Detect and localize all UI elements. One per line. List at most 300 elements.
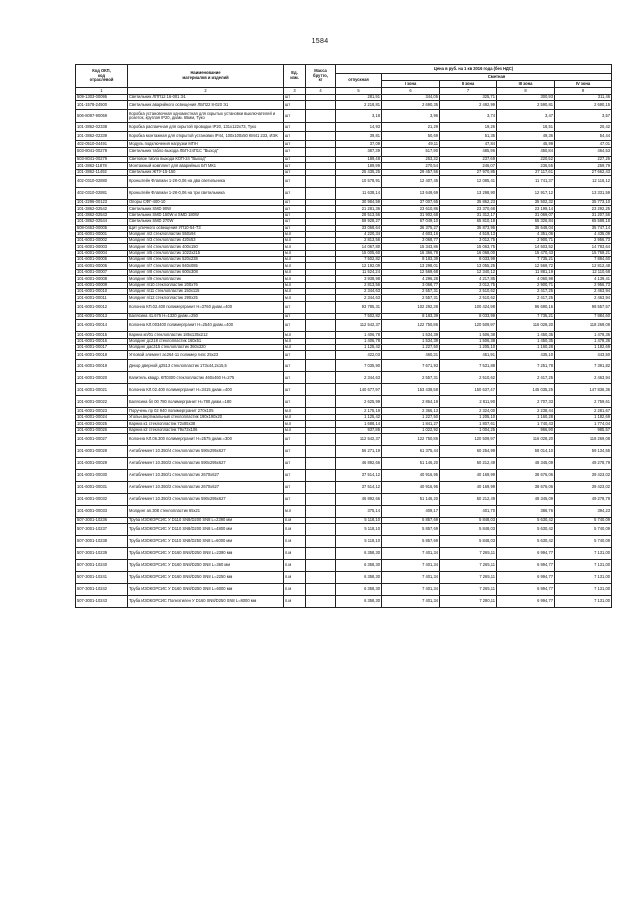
item-code: 506-8097-90059 [76, 110, 128, 123]
item-unit: п.м [284, 584, 306, 596]
table-row [76, 536, 612, 548]
column-index: 7 [440, 88, 497, 95]
zone-2-price: 3 012,75 [440, 238, 497, 244]
zone-4-price: 147 836,36 [555, 384, 612, 396]
zone-1-price: 409,17 [382, 505, 440, 517]
zone-2-price: 60 254,99 [440, 445, 497, 457]
zone-2-price: 1 807,61 [440, 421, 497, 427]
release-price: 37,09 [336, 141, 382, 147]
zone-1-price: 7 401,34 [382, 548, 440, 560]
zone-3-price: 3,47 [497, 110, 555, 123]
zone-1-price: 31 902,68 [382, 212, 440, 218]
zone-2-price: 1 004,25 [440, 427, 497, 433]
zone-3-price: 450,84 [497, 147, 555, 156]
zone-4-price: 2 956,73 [555, 282, 612, 288]
item-code: 507-3001-10239 [76, 548, 128, 560]
item-code: 101-6001-00021 [76, 384, 128, 396]
zone-3-price: 48 345,09 [497, 493, 555, 505]
item-mass [306, 101, 336, 110]
zone-2-price: 237,69 [440, 156, 497, 162]
item-name: Карниз к1 стеклопластик 72х85х38 [128, 421, 284, 427]
item-unit: шт [284, 396, 306, 408]
item-unit: шт [284, 163, 306, 169]
zone-3-price: 31 069,07 [497, 212, 555, 218]
release-price: 56 271,19 [336, 445, 382, 457]
item-code: 101-6001-00006 [76, 263, 128, 269]
item-unit: м.п [284, 250, 306, 256]
item-code: 101-6001-00009 [76, 282, 128, 288]
header-zone-1: I зона [382, 81, 440, 88]
zone-2-price: 50 212,49 [440, 457, 497, 469]
zone-4-price: 65 588,18 [555, 219, 612, 225]
zone-4-price: 7 131,00 [555, 584, 612, 596]
item-unit: шт [284, 156, 306, 162]
zone-2-price: 3,74 [440, 110, 497, 123]
zone-4-price: 7 131,00 [555, 596, 612, 608]
item-name: Кронштейн Флагман 1-2К-0,06 на три светильника [128, 187, 284, 199]
item-name: Коробка монтажная для открытой установки IP44, 100х100х50 КМ41 233, ИЭК [128, 132, 284, 141]
item-unit: м.п [284, 332, 306, 338]
zone-1-price: 12 407,45 [382, 175, 440, 187]
item-name: Молдинг л/2 стеклопластик 550х94 [128, 231, 284, 237]
item-code: 101-1578-24500 [76, 101, 128, 110]
zone-1-price: 16 366,78 [382, 250, 440, 256]
release-price: 2 344,63 [336, 295, 382, 301]
item-code: 101-6001-00010 [76, 289, 128, 295]
release-price: 5 118,10 [336, 524, 382, 536]
item-unit: п.м [284, 548, 306, 560]
item-unit: п.м [284, 596, 306, 608]
release-price: 2 344,63 [336, 289, 382, 295]
zone-3-price: 49,36 [497, 132, 555, 141]
zone-4-price: 1 182,69 [555, 414, 612, 420]
zone-1-price: 5 857,69 [382, 517, 440, 523]
item-mass [306, 132, 336, 141]
release-price: 112 542,37 [336, 433, 382, 445]
zone-3-price: 386,76 [497, 505, 555, 517]
zone-3-price: 5 630,42 [497, 536, 555, 548]
release-price: 1 406,78 [336, 338, 382, 344]
table-row [76, 457, 612, 469]
item-code: 507-3001-10237 [76, 524, 128, 536]
item-name: Молдинг дс218 стеклопластик 160х51 [128, 338, 284, 344]
item-mass [306, 396, 336, 408]
column-index: 4 [306, 88, 336, 95]
zone-1-price: 7 401,34 [382, 560, 440, 572]
zone-2-price: 485,96 [440, 147, 497, 156]
item-unit: шт [284, 493, 306, 505]
zone-4-price: 15 769,21 [555, 250, 612, 256]
item-code: 101-6001-00029 [76, 457, 128, 469]
item-name: Молдинг ап.308 стеклопластик 65х21 [128, 505, 284, 517]
table-row [76, 572, 612, 584]
release-price: 422,03 [336, 351, 382, 360]
release-price: 25 435,25 [336, 169, 382, 175]
zone-2-price: 7 531,88 [440, 360, 497, 372]
release-price: 2 218,81 [336, 101, 382, 110]
item-unit: шт [284, 147, 306, 156]
zone-2-price: 2 324,00 [440, 408, 497, 414]
item-mass [306, 360, 336, 372]
item-unit: м.п [284, 295, 306, 301]
item-unit: шт [284, 372, 306, 384]
release-price: 937,85 [336, 427, 382, 433]
zone-2-price: 12 085,41 [440, 175, 497, 187]
release-price: 7 502,82 [336, 257, 382, 263]
zone-3-price: 5 630,42 [497, 517, 555, 523]
zone-1-price: 1 841,27 [382, 421, 440, 427]
item-mass [306, 351, 336, 360]
zone-2-price: 3 012,75 [440, 282, 497, 288]
item-name: Кронштейн Флагман 1-2К-0,06 на два светильника [128, 175, 284, 187]
item-code: 101-3862-02339 [76, 132, 128, 141]
zone-1-price: 49,11 [382, 141, 440, 147]
release-price: 6 358,30 [336, 560, 382, 572]
zone-1-price: 13 649,69 [382, 187, 440, 199]
zone-1-price: 253,32 [382, 156, 440, 162]
zone-2-price: 47,84 [440, 141, 497, 147]
item-name: Балясина 41.675 Н=1320 диам.=250 [128, 313, 284, 319]
item-code: 101-3862-11878 [76, 163, 128, 169]
zone-4-price: 7 884,60 [555, 313, 612, 319]
zone-3-price: 58 014,10 [497, 445, 555, 457]
table-row [76, 351, 612, 360]
item-name: Балясина бл 00 780 полимергранит Н=780 диам.=180 [128, 396, 284, 408]
zone-1-price: 7 401,34 [382, 572, 440, 584]
zone-4-price: 443,50 [555, 351, 612, 360]
item-name: Светильник ЖТУ-15-150 [128, 169, 284, 175]
item-name: Угловой элемент ас264-11 полимер гипс 25х23 [128, 351, 284, 360]
zone-3-price: 7 735,21 [497, 313, 555, 319]
zone-3-price: 11 881,19 [497, 269, 555, 275]
item-code: 508-0463-00005 [76, 225, 128, 231]
item-code: 101-6001-00014 [76, 320, 128, 332]
item-mass [306, 384, 336, 396]
header-zone-4: IV зона [555, 81, 612, 88]
release-price: 39,81 [336, 132, 382, 141]
table-row [76, 396, 612, 408]
item-name: Светильник ЛПП12 16-001 Э1 [128, 95, 284, 101]
item-mass [306, 110, 336, 123]
item-unit: шт [284, 481, 306, 493]
header-zone-3: III зона [497, 81, 555, 88]
item-name: Молдинг дас315 стеклопластик 360х320 [128, 344, 284, 350]
release-price: 11 524,24 [336, 269, 382, 275]
item-name: Антаблемент 10.350/4 стеклопластик 590х295х627 [128, 445, 284, 457]
zone-3-price: 2 238,44 [497, 408, 555, 414]
release-price: 4 220,34 [336, 231, 382, 237]
item-code: 101-6001-00003 [76, 244, 128, 250]
item-unit: п.м [284, 536, 306, 548]
item-unit: шт [284, 95, 306, 101]
item-code: 101-6001-00020 [76, 372, 128, 384]
zone-1-price: 122 750,86 [382, 320, 440, 332]
header-unit: Ед. изм. [284, 65, 306, 88]
zone-4-price: 3,57 [555, 110, 612, 123]
item-name: Антаблемент 10.350/3 стеклопластик 590х295х627 [128, 493, 284, 505]
item-mass [306, 175, 336, 187]
zone-4-price: 2 463,94 [555, 372, 612, 384]
zone-4-price: 12 116,12 [555, 175, 612, 187]
item-mass [306, 524, 336, 536]
zone-2-price: 401,70 [440, 505, 497, 517]
table-row [76, 123, 612, 132]
zone-4-price: 2 759,61 [555, 396, 612, 408]
item-name: Молдинг п/9 стеклопластик [128, 276, 284, 282]
item-unit: м.п [284, 282, 306, 288]
item-name: Щит уличного освещения УП10-54-Т3 [128, 225, 284, 231]
zone-3-price: 2 417,25 [497, 295, 555, 301]
item-unit: м.п [284, 276, 306, 282]
zone-3-price: 2 900,71 [497, 282, 555, 288]
zone-4-price: 27 662,43 [555, 169, 612, 175]
zone-2-price: 1 506,38 [440, 338, 497, 344]
zone-4-price: 2 463,94 [555, 295, 612, 301]
item-mass [306, 584, 336, 596]
zone-3-price: 6 994,77 [497, 596, 555, 608]
header-price-group: Цена в руб. на 1 кв 2016 года (без НДС) [336, 65, 612, 74]
release-price: 46 892,66 [336, 457, 382, 469]
zone-1-price: 51 146,20 [382, 493, 440, 505]
item-unit: шт [284, 101, 306, 110]
item-code: 101-6001-00001 [76, 231, 128, 237]
zone-2-price: 5 848,03 [440, 517, 497, 523]
release-price: 2 813,56 [336, 238, 382, 244]
table-row [76, 524, 612, 536]
item-mass [306, 320, 336, 332]
zone-4-price: 98 557,57 [555, 301, 612, 313]
release-price: 46 892,66 [336, 493, 382, 505]
item-mass [306, 536, 336, 548]
zone-3-price: 1 160,28 [497, 414, 555, 420]
item-unit: шт [284, 225, 306, 231]
zone-2-price: 2 510,62 [440, 289, 497, 295]
item-unit: шт [284, 175, 306, 187]
header-mass: Масса брутто, кг [306, 65, 336, 88]
zone-2-price: 12 340,12 [440, 269, 497, 275]
zone-4-price: 7 131,00 [555, 572, 612, 584]
item-code: 101-6001-00018 [76, 351, 128, 360]
item-name: Молдинг п/5 стеклопластик 1022х215 [128, 250, 284, 256]
zone-2-price: 7 265,11 [440, 572, 497, 584]
zone-1-price: 2 557,31 [382, 295, 440, 301]
table-row [76, 584, 612, 596]
item-code: 101-6001-00032 [76, 493, 128, 505]
zone-4-price: 4 435,09 [555, 231, 612, 237]
zone-4-price: 49 278,79 [555, 457, 612, 469]
item-name: Молдинг п/10 стеклопластик 200х76 [128, 282, 284, 288]
zone-2-price: 5 848,03 [440, 524, 497, 536]
item-code: 101-6001-00025 [76, 421, 128, 427]
item-code: 507-3001-10243 [76, 596, 128, 608]
item-mass [306, 457, 336, 469]
release-price: 189,99 [336, 163, 382, 169]
release-price: 10 578,91 [336, 175, 382, 187]
release-price: 189,48 [336, 156, 382, 162]
item-code: 101-2296-00123 [76, 199, 128, 205]
item-name: Труба ИЗОКОРСИС У D160 SN8/D250 SN8 L=2250 мм [128, 572, 284, 584]
zone-2-price: 8 033,99 [440, 313, 497, 319]
release-price: 7 502,82 [336, 313, 382, 319]
table-row [76, 548, 612, 560]
item-code: 101-6001-00004 [76, 250, 128, 256]
zone-3-price: 6 994,77 [497, 560, 555, 572]
table-row [76, 132, 612, 141]
zone-2-price: 451,91 [440, 351, 497, 360]
zone-3-price: 38 676,06 [497, 469, 555, 481]
zone-4-price: 259,79 [555, 163, 612, 169]
zone-3-price: 220,52 [497, 156, 555, 162]
zone-4-price: 1 478,36 [555, 338, 612, 344]
release-price: 37 514,12 [336, 469, 382, 481]
item-name: Труба ИЗОКОРСИС У D160 SN8/D250 SN8 L=6000 мм [128, 584, 284, 596]
zone-4-price: 227,26 [555, 156, 612, 162]
zone-2-price: 7 265,11 [440, 548, 497, 560]
table-row [76, 384, 612, 396]
zone-4-price: 12 110,68 [555, 269, 612, 275]
item-unit: м.п [284, 414, 306, 420]
zone-3-price: 38 676,06 [497, 481, 555, 493]
column-index: 5 [336, 88, 382, 95]
zone-1-price: 7 671,93 [382, 360, 440, 372]
zone-1-price: 50,69 [382, 132, 440, 141]
item-name: Светильник табло выхода ЛБП-24П1С "Выход" [128, 147, 284, 156]
zone-3-price: 6 994,77 [497, 584, 555, 596]
release-price: 140 677,97 [336, 384, 382, 396]
item-code: 101-3862-02544 [76, 219, 128, 225]
item-code: 101-6001-00012 [76, 301, 128, 313]
zone-1-price: 5 857,69 [382, 536, 440, 548]
zone-3-price: 96 690,16 [497, 301, 555, 313]
item-unit: шт [284, 445, 306, 457]
zone-1-price: 2 864,19 [382, 396, 440, 408]
zone-2-price: 2 510,62 [440, 295, 497, 301]
zone-4-price: 14 783,64 [555, 244, 612, 250]
item-code: 101-3862-11492 [76, 169, 128, 175]
zone-1-price: 4 296,28 [382, 276, 440, 282]
release-price: 6 358,30 [336, 572, 382, 584]
item-code: 402-0310-02881 [76, 187, 128, 199]
item-code: 101-6001-00013 [76, 313, 128, 319]
item-code: 101-6001-00002 [76, 238, 128, 244]
zone-1-price: 460,31 [382, 351, 440, 360]
item-unit: м.п [284, 238, 306, 244]
release-price: 1 125,42 [336, 414, 382, 420]
zone-1-price: 51 146,20 [382, 457, 440, 469]
item-mass [306, 560, 336, 572]
zone-4-price: 118 269,08 [555, 433, 612, 445]
header-release-price: отпускная [336, 74, 382, 88]
item-name: Труба ИЗОКОРСИС У D110 SN8/D200 SN8 L=4800 мм [128, 524, 284, 536]
table-row [76, 372, 612, 384]
item-unit: м.п [284, 244, 306, 250]
table-row [76, 433, 612, 445]
zone-2-price: 13 298,90 [440, 187, 497, 199]
item-name: Антаблемент 10.350/2 стеклопластик 590х295х627 [128, 457, 284, 469]
item-mass [306, 372, 336, 384]
zone-3-price: 2 417,25 [497, 372, 555, 384]
release-price: 3 938,98 [336, 276, 382, 282]
release-price: 2 625,99 [336, 396, 382, 408]
item-name: Коробка распаечная для скрытой проводки IP20, 131х122х73, Туко [128, 123, 284, 132]
item-mass [306, 572, 336, 584]
item-unit: шт [284, 313, 306, 319]
item-unit: п.м [284, 517, 306, 523]
release-price: 11 638,14 [336, 187, 382, 199]
zone-2-price: 16 068,00 [440, 250, 497, 256]
table-body [76, 95, 612, 608]
zone-2-price: 7 280,11 [440, 596, 497, 608]
item-code: 507-3001-10236 [76, 517, 128, 523]
item-unit: шт [284, 457, 306, 469]
release-price: 33 068,64 [336, 225, 382, 231]
release-price: 28 513,56 [336, 212, 382, 218]
header-code: Код ОКП, код отраслевой [76, 65, 128, 88]
zone-2-price: 23 370,68 [440, 206, 497, 212]
item-unit: шт [284, 212, 306, 218]
zone-1-price: 122 750,86 [382, 433, 440, 445]
item-name: Угольн.вертикальный стеклопластик 190х190х20 [128, 414, 284, 420]
item-unit: шт [284, 169, 306, 175]
zone-1-price: 1 534,39 [382, 332, 440, 338]
item-mass [306, 481, 336, 493]
zone-4-price: 5 740,09 [555, 524, 612, 536]
zone-2-price: 15 063,75 [440, 244, 497, 250]
zone-4-price: 49 278,79 [555, 493, 612, 505]
table-row [76, 493, 612, 505]
zone-1-price: 67 049,10 [382, 219, 440, 225]
zone-1-price: 2 366,13 [382, 408, 440, 414]
zone-1-price: 1 227,50 [382, 414, 440, 420]
item-name: Молдинг п/8 стеклопластик 600х308 [128, 269, 284, 275]
table-header [76, 65, 612, 95]
table-row [76, 560, 612, 572]
item-code: 507-3001-10241 [76, 572, 128, 584]
zone-1-price: 29 457,56 [382, 169, 440, 175]
zone-3-price: 6 994,77 [497, 572, 555, 584]
zone-2-price: 40 169,99 [440, 481, 497, 493]
item-name: Молдинг п/6 стеклопластик 520х238 [128, 257, 284, 263]
item-unit: м.п [284, 505, 306, 517]
zone-2-price: 7 265,11 [440, 584, 497, 596]
column-index: 6 [382, 88, 440, 95]
zone-3-price: 35 502,32 [497, 199, 555, 205]
zone-3-price: 435,10 [497, 351, 555, 360]
zone-2-price: 35 862,23 [440, 199, 497, 205]
zone-3-price: 48 345,09 [497, 457, 555, 469]
zone-4-price: 12 812,48 [555, 263, 612, 269]
zone-4-price: 7 131,00 [555, 548, 612, 560]
zone-3-price: 7 251,78 [497, 360, 555, 372]
zone-3-price: 6 994,77 [497, 548, 555, 560]
item-code: 101-3862-02543 [76, 212, 128, 218]
item-unit: шт [284, 187, 306, 199]
item-mass [306, 505, 336, 517]
item-mass [306, 123, 336, 132]
item-name: Колонна КЛ.02.400 полимергранит Н=3415 диам.=400 [128, 384, 284, 396]
item-mass [306, 469, 336, 481]
item-unit: шт [284, 110, 306, 123]
item-unit: м.п [284, 263, 306, 269]
release-price: 14,93 [336, 123, 382, 132]
page-number: 1584 [311, 38, 329, 45]
item-name: Светильник SMD 270W [128, 219, 284, 225]
zone-2-price: 1 506,38 [440, 332, 497, 338]
table-row [76, 301, 612, 313]
zone-4-price: 47,01 [555, 141, 612, 147]
table-row [76, 320, 612, 332]
zone-3-price: 116 028,20 [497, 433, 555, 445]
